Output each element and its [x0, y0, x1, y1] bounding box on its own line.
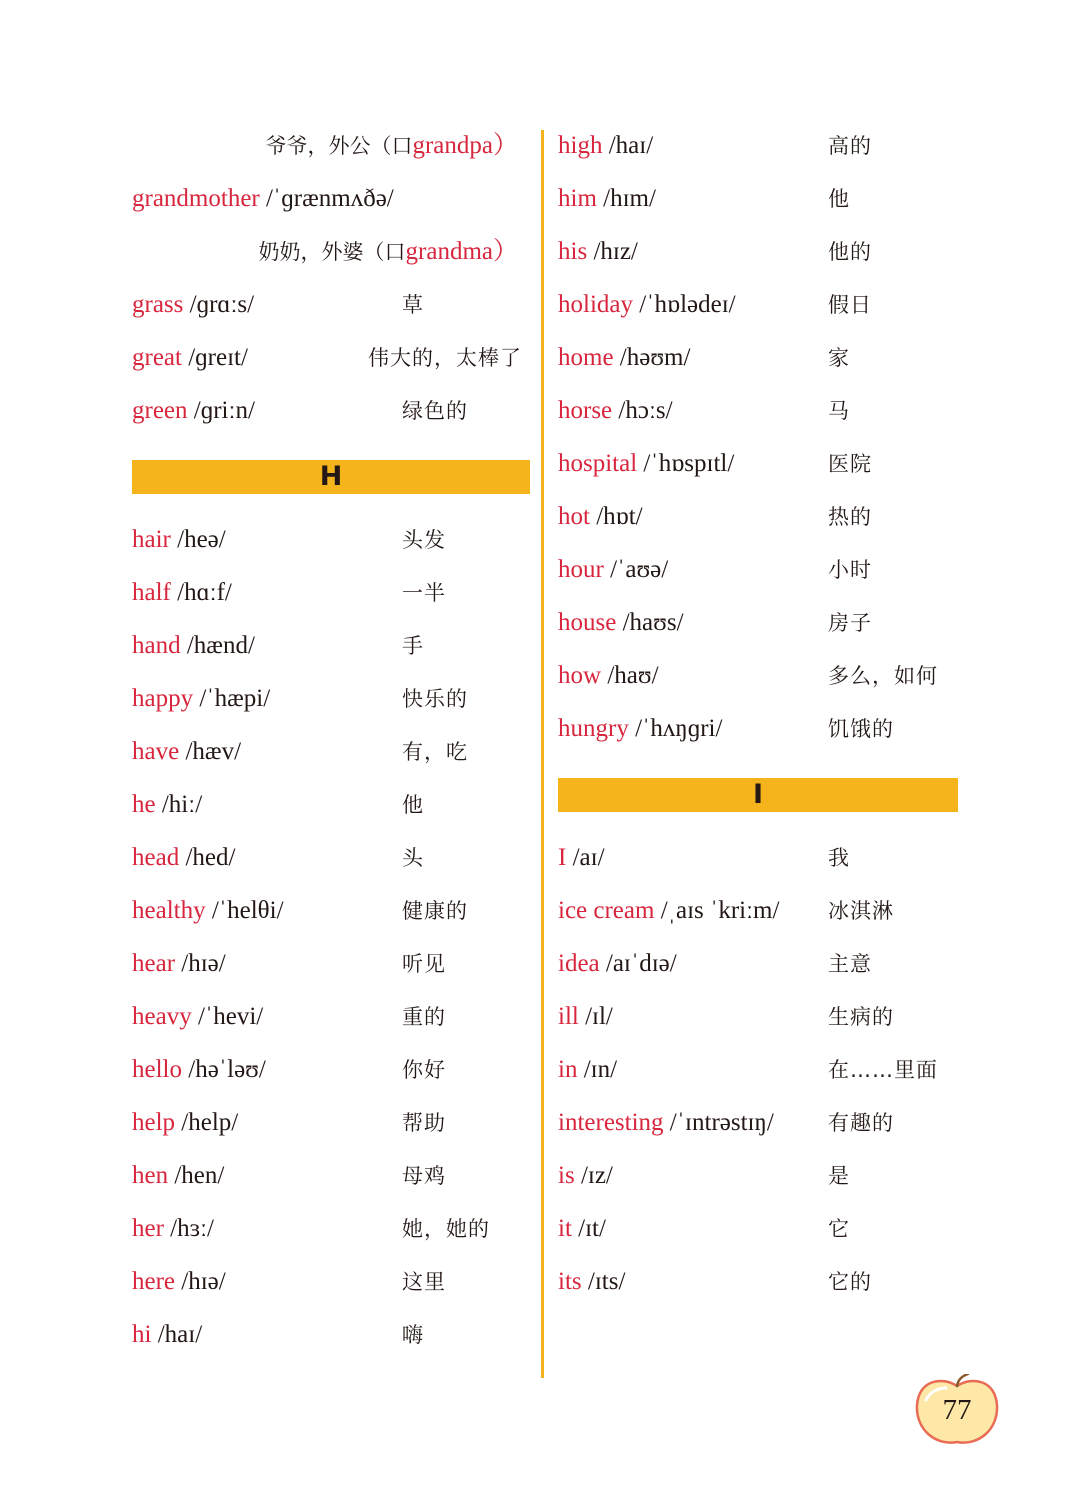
vocab-entry	[132, 575, 530, 611]
entry-phonetic: /ɪz/	[580, 1162, 613, 1189]
vocab-entry	[132, 734, 530, 770]
entry-phonetic: /hɪə/	[181, 950, 226, 977]
entry-word: hospital	[558, 450, 638, 477]
vocab-entry	[558, 234, 958, 270]
entry-phonetic: /aɪˈdɪə/	[605, 950, 677, 977]
column-divider	[541, 130, 544, 1378]
vocab-entry	[558, 1158, 958, 1194]
continuation-cn: 奶奶，外婆（口	[258, 240, 406, 264]
vocab-entry	[132, 628, 530, 664]
entry-meaning: 马	[828, 399, 850, 423]
entry-phonetic: /aɪ/	[572, 844, 605, 871]
vocab-entry	[558, 658, 958, 694]
vocab-entry	[132, 1052, 530, 1088]
vocab-entry	[558, 340, 958, 376]
entry-meaning: 我	[828, 846, 850, 870]
entry-phonetic: /ˈhɒspɪtl/	[643, 450, 735, 477]
entry-phonetic: /həˈləʊ/	[188, 1056, 266, 1083]
entry-meaning: 母鸡	[402, 1164, 446, 1188]
entry-phonetic: /ɡreɪt/	[188, 344, 248, 371]
entry-meaning: 他	[402, 793, 424, 817]
vocab-entry	[132, 840, 530, 876]
entry-phonetic: /haʊ/	[607, 662, 659, 689]
entry-word: I	[558, 844, 567, 871]
entry-phonetic: /ˈhæpi/	[199, 685, 271, 712]
entry-meaning: 有趣的	[828, 1111, 894, 1135]
vocab-entry	[558, 711, 958, 747]
entry-word: high	[558, 132, 603, 159]
entry-word: home	[558, 344, 614, 371]
entry-phonetic: /ɪn/	[583, 1056, 618, 1083]
entry-meaning: 医院	[828, 452, 872, 476]
vocab-entry	[132, 1211, 530, 1247]
entry-phonetic: /ˈhʌŋɡri/	[635, 715, 723, 742]
continuation-en: grandma）	[405, 238, 518, 265]
entry-meaning: 它	[828, 1217, 850, 1241]
entry-meaning: 快乐的	[402, 687, 468, 711]
entry-word: he	[132, 791, 156, 818]
entry-word: ill	[558, 1003, 579, 1030]
vocab-entry	[132, 522, 530, 558]
entry-meaning: 这里	[402, 1270, 446, 1294]
entry-word: happy	[132, 685, 194, 712]
entry-word: is	[558, 1162, 575, 1189]
entry-word: ice cream	[558, 897, 655, 924]
page-number-badge	[912, 1374, 1002, 1448]
entry-word: him	[558, 185, 597, 212]
section-letter: H	[319, 461, 343, 492]
entry-word: hair	[132, 526, 171, 553]
entry-phonetic: /hænd/	[186, 632, 255, 659]
vocab-entry	[558, 552, 958, 588]
vocab-entry	[558, 393, 958, 429]
entry-word: grass	[132, 291, 184, 318]
vocab-entry	[558, 840, 958, 876]
vocab-entry	[132, 787, 530, 823]
entry-phonetic: /hɪm/	[603, 185, 656, 212]
entry-word: hour	[558, 556, 604, 583]
vocab-entry	[558, 499, 958, 535]
entry-meaning: 小时	[828, 558, 872, 582]
entry-word: heavy	[132, 1003, 192, 1030]
entry-meaning: 它的	[828, 1270, 872, 1294]
vocab-entry	[132, 1264, 530, 1300]
entry-word: hi	[132, 1321, 152, 1348]
entry-word: have	[132, 738, 180, 765]
entry-phonetic: /help/	[181, 1109, 239, 1136]
entry-word: hen	[132, 1162, 169, 1189]
vocab-entry	[558, 1052, 958, 1088]
vocab-entry	[132, 1158, 530, 1194]
entry-phonetic: /ˌaɪs ˈkriːm/	[660, 897, 780, 924]
entry-phonetic: /hiː/	[161, 791, 203, 818]
entry-word: healthy	[132, 897, 206, 924]
entry-phonetic: /haɪ/	[157, 1321, 203, 1348]
vocab-entry	[132, 893, 530, 929]
entry-meaning: 手	[402, 634, 424, 658]
entry-word: half	[132, 579, 171, 606]
entry-meaning: 他的	[828, 240, 872, 264]
entry-phonetic: /hɔːs/	[618, 397, 673, 424]
entry-phonetic: /hɪz/	[593, 238, 638, 265]
vocab-entry	[132, 999, 530, 1035]
entry-phonetic: /hɪə/	[181, 1268, 226, 1295]
vocab-entry-grandmother	[132, 181, 530, 217]
entry-meaning: 头发	[402, 528, 446, 552]
entry-phonetic: /hen/	[174, 1162, 225, 1189]
entry-meaning: 房子	[828, 611, 872, 635]
entry-word: grandmother	[132, 185, 260, 212]
entry-meaning: 生病的	[828, 1005, 894, 1029]
entry-word: hot	[558, 503, 590, 530]
entry-word: great	[132, 344, 182, 371]
entry-word: horse	[558, 397, 613, 424]
entry-phonetic: /ˈhɒlədeɪ/	[639, 291, 736, 318]
entry-meaning: 在……里面	[828, 1058, 938, 1082]
entry-word: idea	[558, 950, 600, 977]
vocab-entry	[558, 128, 958, 164]
entry-meaning: 高的	[828, 134, 872, 158]
continuation-line-grandma	[259, 234, 518, 270]
entry-word: here	[132, 1268, 176, 1295]
vocab-entry	[558, 893, 958, 929]
entry-phonetic: /hed/	[185, 844, 236, 871]
entry-word: house	[558, 609, 617, 636]
entry-meaning: 健康的	[402, 899, 468, 923]
continuation-en: grandpa）	[412, 132, 518, 159]
entry-phonetic: /ˈhevi/	[197, 1003, 264, 1030]
entry-word: in	[558, 1056, 578, 1083]
continuation-cn: 爷爷，外公（口	[265, 134, 413, 158]
vocab-entry	[558, 1105, 958, 1141]
section-letter: I	[752, 779, 764, 810]
entry-meaning: 头	[402, 846, 424, 870]
entry-phonetic: /ɪt/	[578, 1215, 606, 1242]
vocab-entry	[558, 287, 958, 323]
vocab-entry	[558, 446, 958, 482]
page-number: 77	[942, 1394, 972, 1426]
entry-meaning: 他	[828, 187, 850, 211]
entry-phonetic: /ˈɪntrəstɪŋ/	[669, 1109, 774, 1136]
entry-phonetic: /heə/	[177, 526, 226, 553]
entry-word: how	[558, 662, 602, 689]
entry-meaning: 帮助	[402, 1111, 446, 1135]
entry-phonetic: /hɜː/	[170, 1215, 215, 1242]
vocab-entry	[132, 393, 530, 429]
entry-meaning: 冰淇淋	[828, 899, 894, 923]
entry-phonetic: /ˈhelθi/	[211, 897, 284, 924]
entry-meaning: 伟大的，太棒了	[368, 346, 522, 370]
vocab-entry	[132, 287, 530, 323]
entry-meaning: 她，她的	[402, 1217, 490, 1241]
entry-meaning: 多么，如何	[828, 664, 938, 688]
vocab-entry	[132, 1317, 530, 1353]
vocab-entry	[132, 340, 530, 376]
entry-meaning: 绿色的	[402, 399, 468, 423]
entry-meaning: 草	[402, 293, 424, 317]
vocab-entry	[558, 181, 958, 217]
entry-word: interesting	[558, 1109, 664, 1136]
entry-phonetic: /hɑːf/	[177, 579, 232, 606]
entry-word: her	[132, 1215, 164, 1242]
entry-meaning: 热的	[828, 505, 872, 529]
entry-word: green	[132, 397, 188, 424]
entry-meaning: 假日	[828, 293, 872, 317]
vocab-entry	[132, 1105, 530, 1141]
entry-phonetic: /ɪl/	[585, 1003, 613, 1030]
entry-meaning: 重的	[402, 1005, 446, 1029]
entry-phonetic: /ɪts/	[587, 1268, 626, 1295]
entry-meaning: 一半	[402, 581, 446, 605]
entry-word: it	[558, 1215, 572, 1242]
vocab-entry	[558, 946, 958, 982]
entry-meaning: 嗨	[402, 1323, 424, 1347]
entry-phonetic: /həʊm/	[619, 344, 691, 371]
vocab-entry	[558, 999, 958, 1035]
entry-phonetic: /haɪ/	[608, 132, 654, 159]
entry-phonetic: /ˈɡrænmʌðə/	[265, 185, 394, 212]
vocab-entry	[132, 946, 530, 982]
entry-meaning: 你好	[402, 1058, 446, 1082]
entry-meaning: 饥饿的	[828, 717, 894, 741]
entry-meaning: 是	[828, 1164, 850, 1188]
entry-phonetic: /ˈaʊə/	[610, 556, 669, 583]
vocab-entry	[558, 1211, 958, 1247]
section-band-i	[558, 778, 958, 812]
entry-phonetic: /ɡrɑːs/	[189, 291, 255, 318]
vocab-entry	[558, 605, 958, 641]
entry-word: head	[132, 844, 180, 871]
entry-word: help	[132, 1109, 176, 1136]
entry-meaning: 听见	[402, 952, 446, 976]
entry-phonetic: /ɡriːn/	[193, 397, 255, 424]
entry-phonetic: /haʊs/	[622, 609, 684, 636]
entry-word: its	[558, 1268, 582, 1295]
entry-word: hear	[132, 950, 176, 977]
section-band-h	[132, 460, 530, 494]
entry-phonetic: /hɒt/	[596, 503, 643, 530]
entry-word: hand	[132, 632, 181, 659]
entry-word: hello	[132, 1056, 182, 1083]
continuation-line-grandpa	[265, 128, 518, 164]
entry-phonetic: /hæv/	[185, 738, 242, 765]
entry-meaning: 家	[828, 346, 850, 370]
entry-word: his	[558, 238, 588, 265]
vocab-entry	[558, 1264, 958, 1300]
entry-meaning: 有，吃	[402, 740, 468, 764]
entry-meaning: 主意	[828, 952, 872, 976]
vocab-entry	[132, 681, 530, 717]
entry-word: holiday	[558, 291, 633, 318]
entry-word: hungry	[558, 715, 629, 742]
